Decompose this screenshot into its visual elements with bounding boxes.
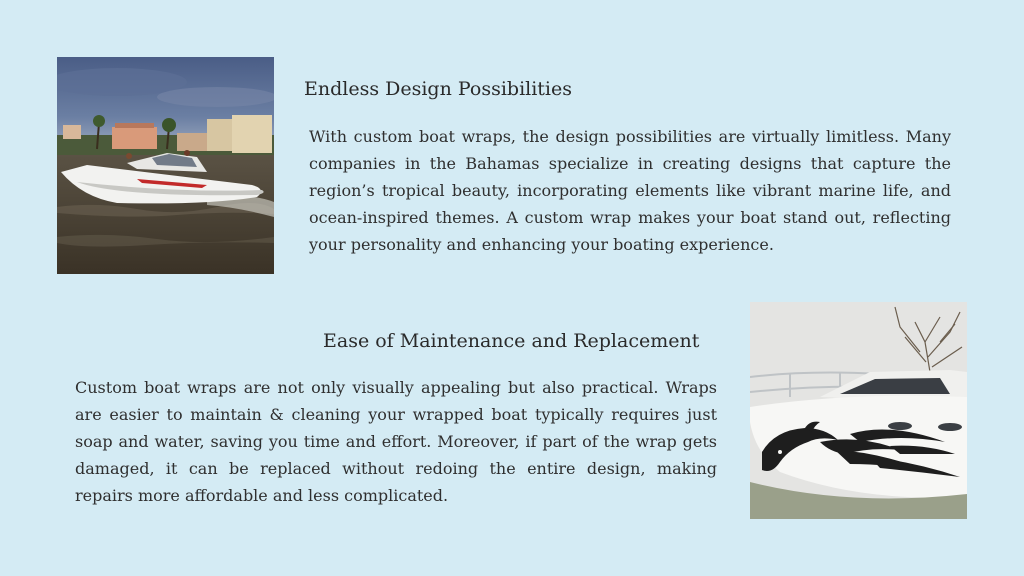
section-body-design: With custom boat wraps, the design possibilities are virtually limitless. Many companies in the Bahamas specialize in creating designs that capture the region’s tropical beauty, incorporating elements like vibrant marine life, and ocean-inspired themes. A custom wrap makes your boat stand out, reflecting your personality and enhancing your boating experience. <box>309 127 951 254</box>
section-body-maintenance: Custom boat wraps are not only visually appealing but also practical. Wraps are easier to maintain & cleaning your wrapped boat typically requires just soap and water, saving you time and effort. Moreover, if part of the wrap gets damaged, it can be replaced without redoing the entire design, making repairs more affordable and less complicated. <box>75 378 717 505</box>
speedboat-photo <box>57 57 274 274</box>
section-heading-maintenance: Ease of Maintenance and Replacement <box>323 330 700 352</box>
wrapped-boat-dolphin-photo <box>750 302 967 519</box>
section-heading-design: Endless Design Possibilities <box>304 78 573 100</box>
